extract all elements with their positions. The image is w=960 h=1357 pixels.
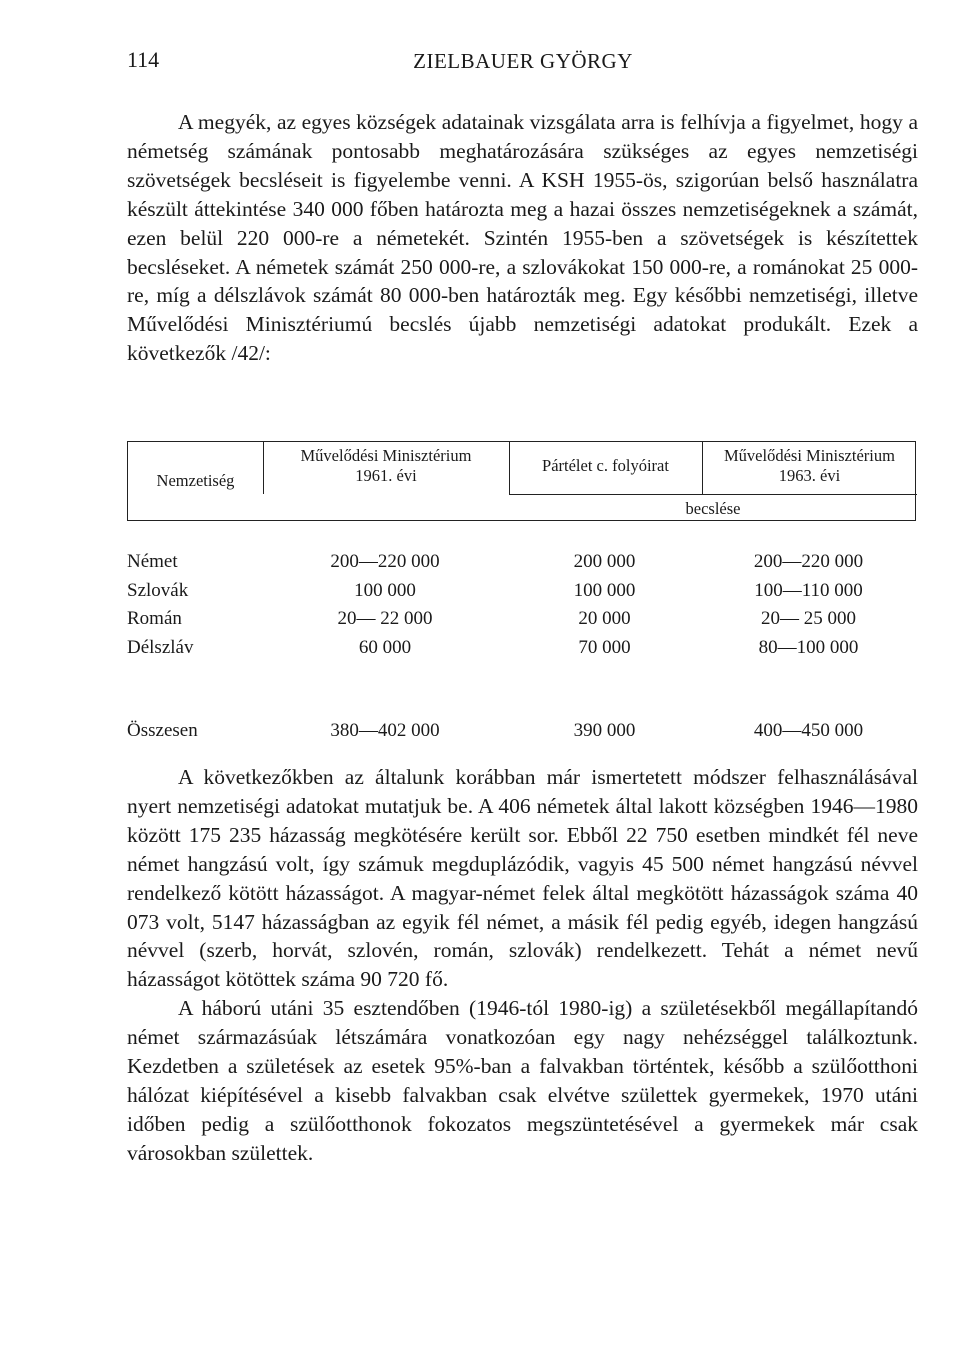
table-divider [509, 494, 917, 495]
cell-party-life: 70 000 [578, 636, 631, 658]
column-header-ministry-1961-line1: Művelődési Minisztérium [300, 446, 472, 465]
row-name: Összesen [127, 720, 198, 741]
column-header-ministry-1963 [702, 446, 917, 486]
column-header-ministry-1963-line2: 1963. évi [778, 466, 841, 485]
row-name: Szlovák [127, 579, 189, 601]
table-total-row [127, 720, 916, 749]
cell-ministry-1961: 60 000 [358, 636, 412, 658]
cell-ministry-1963: 200—220 000 [753, 551, 864, 572]
table-row [127, 637, 916, 666]
cell-party-life: 390 000 [573, 720, 636, 741]
cell-party-life: 200 000 [573, 551, 636, 572]
column-header-estimate: becslése [685, 499, 741, 518]
cell-ministry-1961: 20— 22 000 [337, 608, 433, 629]
cell-ministry-1963: 20— 25 000 [761, 608, 856, 629]
table-row [127, 580, 916, 609]
table-row [127, 551, 916, 580]
column-header-ministry-1963-line1: Művelődési Minisztérium [724, 446, 895, 465]
column-header-ministry-1961 [263, 446, 509, 486]
cell-ministry-1963: 80—100 000 [758, 636, 859, 658]
cell-ministry-1963: 100—110 000 [754, 579, 863, 601]
cell-ministry-1963: 400—450 000 [753, 720, 864, 741]
cell-party-life: 20 000 [578, 608, 631, 629]
paragraph-1 [127, 108, 918, 368]
row-name: Délszláv [127, 636, 194, 658]
column-header-ministry-1961-line2: 1961. évi [355, 466, 417, 485]
column-header-nationality: Nemzetiség [156, 471, 235, 490]
table-row [127, 608, 916, 637]
paragraph-1-text: A megyék, az egyes községek adatainak vizsgálata arra is felhívja a figyelmet, hogy a németség számának pontosabb meghatározására szükséges az egyes nemzetiségi szövetségek becsléseit is figyelembe venni. A KSH 1955-ös, szigorúan belső használatra készült áttekintése 340 000 főben határozta meg a hazai összes nemzetiségeknek a számát, ezen belül 220 000-re a németekét. Szintén 1955-ben a szövetségek is készítettek becsléseket. A németek számát 250 000-re, a szlovákokat 150 000-re, a románokat 25 000-re, míg a délszlávok számát 80 000-ben határozták meg. Egy későbbi nemzetiségi, illetve Művelődési Minisztériumú becslés újabb nemzetiségi adatokat produkált. Ezek a következők /42/: [127, 110, 918, 366]
paragraph-2-text: A következőkben az általunk korábban már ismertetett módszer felhasználásával nyert nemzetiségi adatokat mutatjuk be. A 406 németek által lakott községben 1946—1980 között 175 235 házasság megkötésére került sor. Ebből 22 750 esetben mindkét fél neve német hangzású volt, így számuk megduplázódik, vagyis 45 500 német hangzású névvel rendelkező kötött házasságot. A magyar-német felek által megkötött házasságok száma 40 073 volt, 5147 házasságban az egyik fél német, a másik fél pedig egyéb, idegen hangzású névvel (szerb, horvát, szlovén, román, szlovák) rendelkezett. Tehát a német nevű házasságot kötöttek száma 90 720 fő. [127, 765, 918, 992]
paragraph-3-text: A háború utáni 35 esztendőben (1946-tól 1980-ig) a születésekből megállapítandó német származásúak létszámára vonatkozóan egy nagy nehézséggel találkoztunk. Kezdetben a születések az esetek 95%-ban a falvakban történtek, később a szülőotthoni hálózat kiépítésével a kisebb falvakban csak elvétve születtek gyermekek, 1970 utáni időben pedig a szülőotthonok fokozatos megszüntetésével a gyermekek már csak városokban születtek. [127, 996, 918, 1165]
table-header [127, 441, 916, 521]
page-number: 114 [127, 47, 160, 72]
row-name: Román [127, 608, 182, 629]
row-name: Német [127, 551, 178, 572]
table-body [127, 551, 916, 749]
running-title [0, 49, 960, 74]
running-title-text: ZIELBAUER GYÖRGY [413, 49, 633, 73]
cell-ministry-1961: 380—402 000 [330, 720, 440, 741]
paragraphs-lower [127, 763, 918, 1168]
cell-ministry-1961: 100 000 [354, 579, 416, 601]
cell-party-life: 100 000 [573, 579, 636, 601]
column-header-party-life: Pártélet c. folyóirat [542, 456, 669, 475]
cell-ministry-1961: 200—220 000 [330, 551, 440, 572]
